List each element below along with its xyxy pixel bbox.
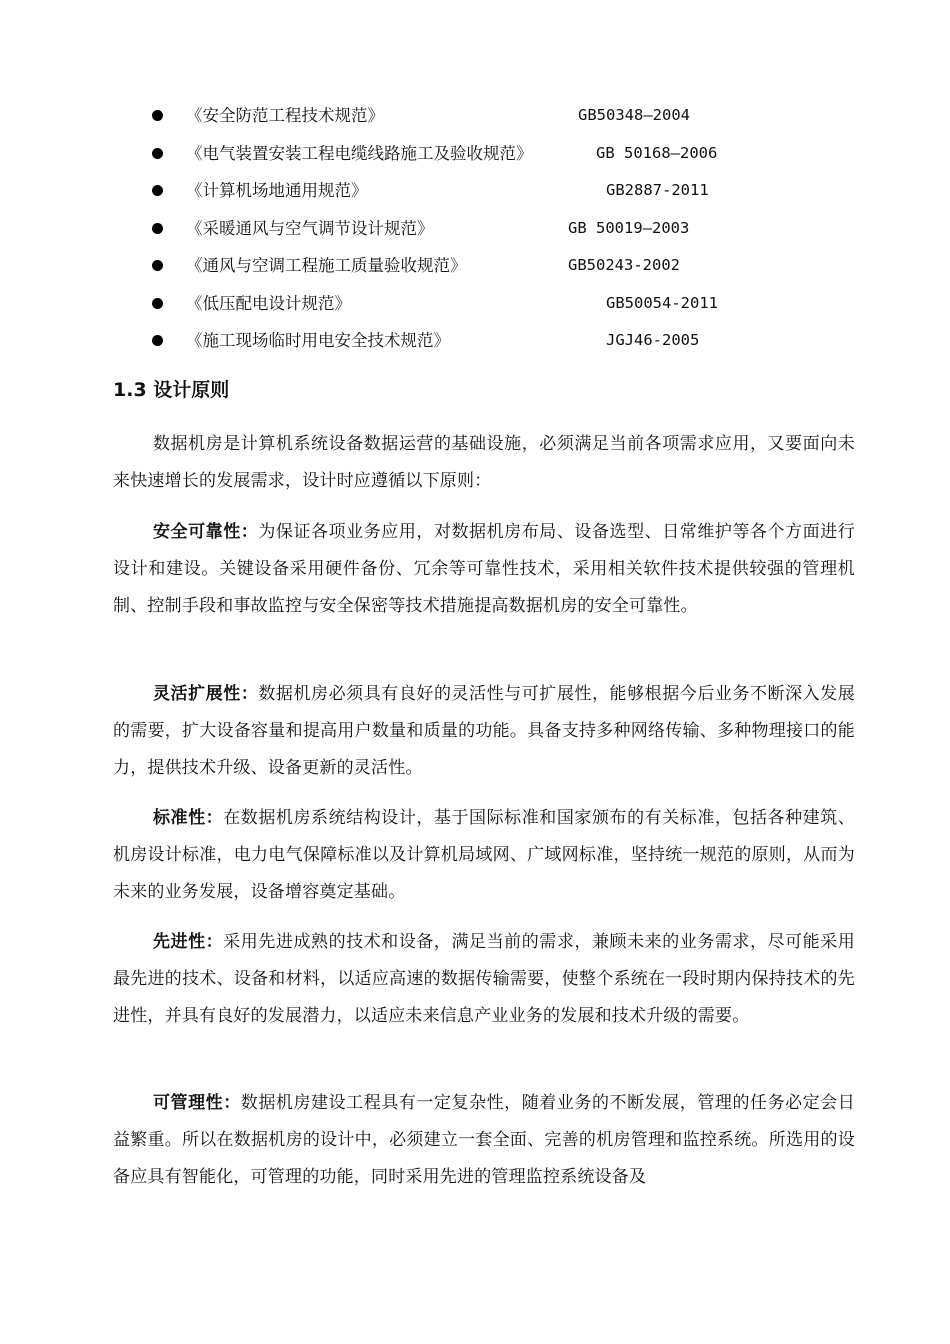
principle-standardization [113,800,855,911]
standard-code: GB 50168—2006 [596,143,718,162]
principle-safety [113,514,855,625]
standards-list [150,97,870,360]
bullet-icon [152,298,163,309]
principle-text: 数据机房建设工程具有一定复杂性，随着业务的不断发展，管理的任务必定会日益繁重。所以在数据机房的设计中，必须建立一套全面、完善的机房管理和监控系统。所选用的设备应具有智能化，可管理的功能，同时采用先进的管理监控系统设备及 [113,1093,856,1187]
principle-manageability [113,1085,855,1196]
bullet-icon [152,260,163,271]
standard-title: 《低压配电设计规范》 [186,293,351,313]
standard-code: GB 50019—2003 [568,218,690,237]
standard-code: GB2887-2011 [606,181,709,199]
bullet-icon [152,110,163,121]
principle-flexibility [113,676,855,787]
principle-lead: 可管理性： [153,1093,241,1113]
principle-text: 数据机房必须具有良好的灵活性与可扩展性，能够根据今后业务不断深入发展的需要，扩大设备容量和提高用户数量和质量的功能。具备支持多种网络传输、多种物理接口的能力，提供技术升级、设备更新的灵活性。 [113,684,855,778]
principle-text: 在数据机房系统结构设计，基于国际标准和国家颁布的有关标准，包括各种建筑、机房设计标准，电力电气保障标准以及计算机局域网、广域网标准，坚持统一规范的原则，从而为未来的业务发展，设备增容奠定基础。 [113,808,855,902]
section-heading: 1.3 设计原则 [113,379,230,401]
standard-code: JGJ46-2005 [606,331,700,349]
standard-code: GB50348—2004 [578,106,690,124]
standard-item [150,322,870,360]
standard-title: 《电气装置安装工程电缆线路施工及验收规范》 [186,143,533,163]
standard-title: 《通风与空调工程施工质量验收规范》 [186,256,467,275]
standard-item [150,97,870,135]
standard-item [150,172,870,210]
bullet-icon [152,185,163,196]
standard-item [150,285,870,323]
standard-item [150,135,870,173]
principle-advancement [113,924,855,1035]
standard-title: 《采暖通风与空气调节设计规范》 [186,218,434,238]
bullet-icon [152,148,163,159]
principle-lead: 灵活扩展性： [153,684,259,704]
standard-item [150,210,870,248]
standard-code: GB50054-2011 [606,293,718,312]
standard-title: 《计算机场地通用规范》 [186,181,368,200]
bullet-icon [152,335,163,346]
standard-code: GB50243-2002 [568,256,680,274]
principle-text: 采用先进成熟的技术和设备，满足当前的需求，兼顾未来的业务需求，尽可能采用最先进的技术、设备和材料，以适应高速的数据传输需要，使整个系统在一段时期内保持技术的先进性，并具有良好的发展潜力，以适应未来信息产业业务的发展和技术升级的需要。 [113,932,855,1026]
standard-title: 《安全防范工程技术规范》 [186,106,384,125]
standard-title: 《施工现场临时用电安全技术规范》 [186,331,450,350]
standard-item [150,247,870,285]
principle-text: 为保证各项业务应用，对数据机房布局、设备选型、日常维护等各个方面进行设计和建设。关键设备采用硬件备份、冗余等可靠性技术，采用相关软件技术提供较强的管理机制、控制手段和事故监控与安全保密等技术措施提高数据机房的安全可靠性。 [113,522,855,616]
principle-lead: 安全可靠性： [153,522,259,542]
principle-lead: 先进性： [153,932,224,952]
principle-lead: 标准性： [153,808,224,828]
bullet-icon [152,223,163,234]
intro-paragraph: 数据机房是计算机系统设备数据运营的基础设施，必须满足当前各项需求应用，又要面向未来快速增长的发展需求，设计时应遵循以下原则： [113,434,855,491]
